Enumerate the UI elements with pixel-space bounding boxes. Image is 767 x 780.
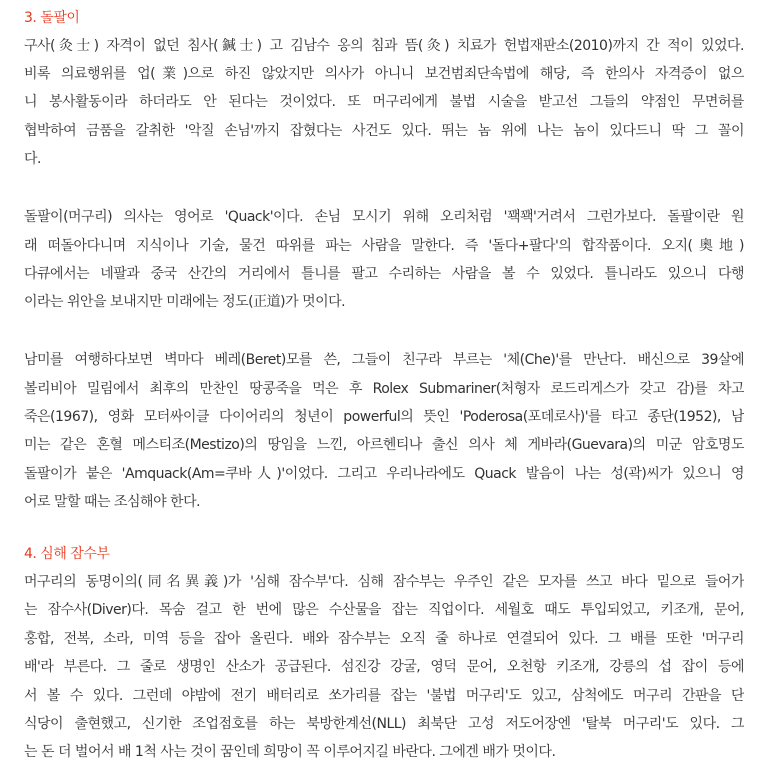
- paragraph-line: 협박하여 금품을 갈취한 '악질 손님'까지 잡혔다는 사건도 있다. 뛰는 놈 위에 나는 놈이 있다드니 딱 그 꼴이: [24, 123, 744, 139]
- paragraph-line: 어로 말할 때는 조심해야 한다.: [24, 494, 201, 510]
- paragraph-line: 돌팔이(머구리) 의사는 영어로 'Quack'이다. 손님 모시기 위해 오리처럼 '꽥꽥'거려서 그런가보다. 돌팔이란 원: [24, 209, 744, 225]
- paragraph-line: 는 잠수사(Diver)다. 목숨 걸고 한 번에 많은 수산물을 잡는 직업이다. 세월호 때도 투입되었고, 키조개, 문어,: [24, 602, 744, 618]
- paragraph-line: 는 돈 더 벌어서 배 1척 사는 것이 꿈인데 희망이 꼭 이루어지길 바란다. 그에겐 배가 멋이다.: [24, 744, 556, 760]
- paragraph-line: 홍합, 전복, 소라, 미역 등을 잡아 올린다. 배와 잠수부는 오직 줄 하나로 연결되어 있다. 그 배를 또한 '머구리: [24, 631, 744, 647]
- paragraph-line: 래 떠돌아다니며 지식이나 기술, 물건 따위를 파는 사람을 말한다. 즉 '돌다+팔다'의 합작품이다. 오지(奧地): [24, 238, 744, 254]
- paragraph-line: 구사(灸士) 자격이 없던 침사(鍼士) 고 김남수 옹의 침과 뜸(灸) 치료가 헌법재판소(2010)까지 간 적이 있었다.: [24, 38, 744, 54]
- paragraph-line: 다큐에서는 네팔과 중국 산간의 거리에서 틀니를 팔고 수리하는 사람을 볼 수 있었다. 틀니라도 있으니 다행: [24, 266, 744, 282]
- paragraph-line: 식당이 출현했고, 신기한 조업점호를 하는 북방한계선(NLL) 최북단 고성 저도어장엔 '탈북 머구리'도 있다. 그: [24, 716, 744, 732]
- paragraph-line: 이라는 위안을 보내지만 미래에는 정도(正道)가 멋이다.: [24, 294, 346, 310]
- paragraph-line: 니 봉사활동이라 하더라도 안 된다는 것이었다. 또 머구리에게 불법 시술을 받고선 그들의 약점인 무면허를: [24, 94, 744, 110]
- paragraph-line: 배'라 부른다. 그 줄로 생명인 산소가 공급된다. 섬진강 강굴, 영덕 문어, 오천항 키조개, 강릉의 섭 잡이 등에: [24, 659, 744, 675]
- paragraph-line: 죽은(1967), 영화 모터싸이클 다이어리의 청년이 powerful의 뜻인 'Poderosa(포데로사)'를 타고 종단(1952), 남: [24, 409, 744, 425]
- paragraph-line: 남미를 여행하다보면 벽마다 베레(Beret)모를 쓴, 그들이 친구라 부르는 '체(Che)'를 만난다. 배신으로 39살에: [24, 352, 744, 368]
- paragraph-line: 서 볼 수 있다. 그런데 야밤에 전기 배터리로 쏘가리를 잡는 '불법 머구리'도 있고, 삼척에도 머구리 간판을 단: [24, 688, 744, 704]
- paragraph-line: 머구리의 동명이의(同名異義)가 '심해 잠수부'다. 심해 잠수부는 우주인 같은 모자를 쓰고 바다 밑으로 들어가: [24, 574, 744, 590]
- paragraph-line: 돌팔이가 붙은 'Amquack(Am=쿠바人)'이었다. 그리고 우리나라에도 Quack 발음이 나는 성(곽)씨가 있으니 영: [24, 466, 744, 482]
- section-heading-deep-sea-diver: 4. 심해 잠수부: [24, 546, 110, 562]
- paragraph-line: 비록 의료행위를 업(業)으로 하진 않았지만 의사가 아니니 보건범죄단속법에 해당, 즉 한의사 자격증이 없으: [24, 66, 744, 82]
- paragraph-line: 볼리비아 밀림에서 최후의 만찬인 땅콩죽을 먹은 후 Rolex Submariner(처형자 로드리게스가 갖고 감)를 차고: [24, 381, 744, 397]
- paragraph-line: 미는 같은 혼혈 메스티조(Mestizo)의 땅임을 느낀, 아르헨티나 출신 의사 체 게바라(Guevara)의 미군 암호명도: [24, 437, 744, 453]
- paragraph-line: 다.: [24, 151, 41, 167]
- section-heading-dolpari: 3. 돌팔이: [24, 10, 80, 26]
